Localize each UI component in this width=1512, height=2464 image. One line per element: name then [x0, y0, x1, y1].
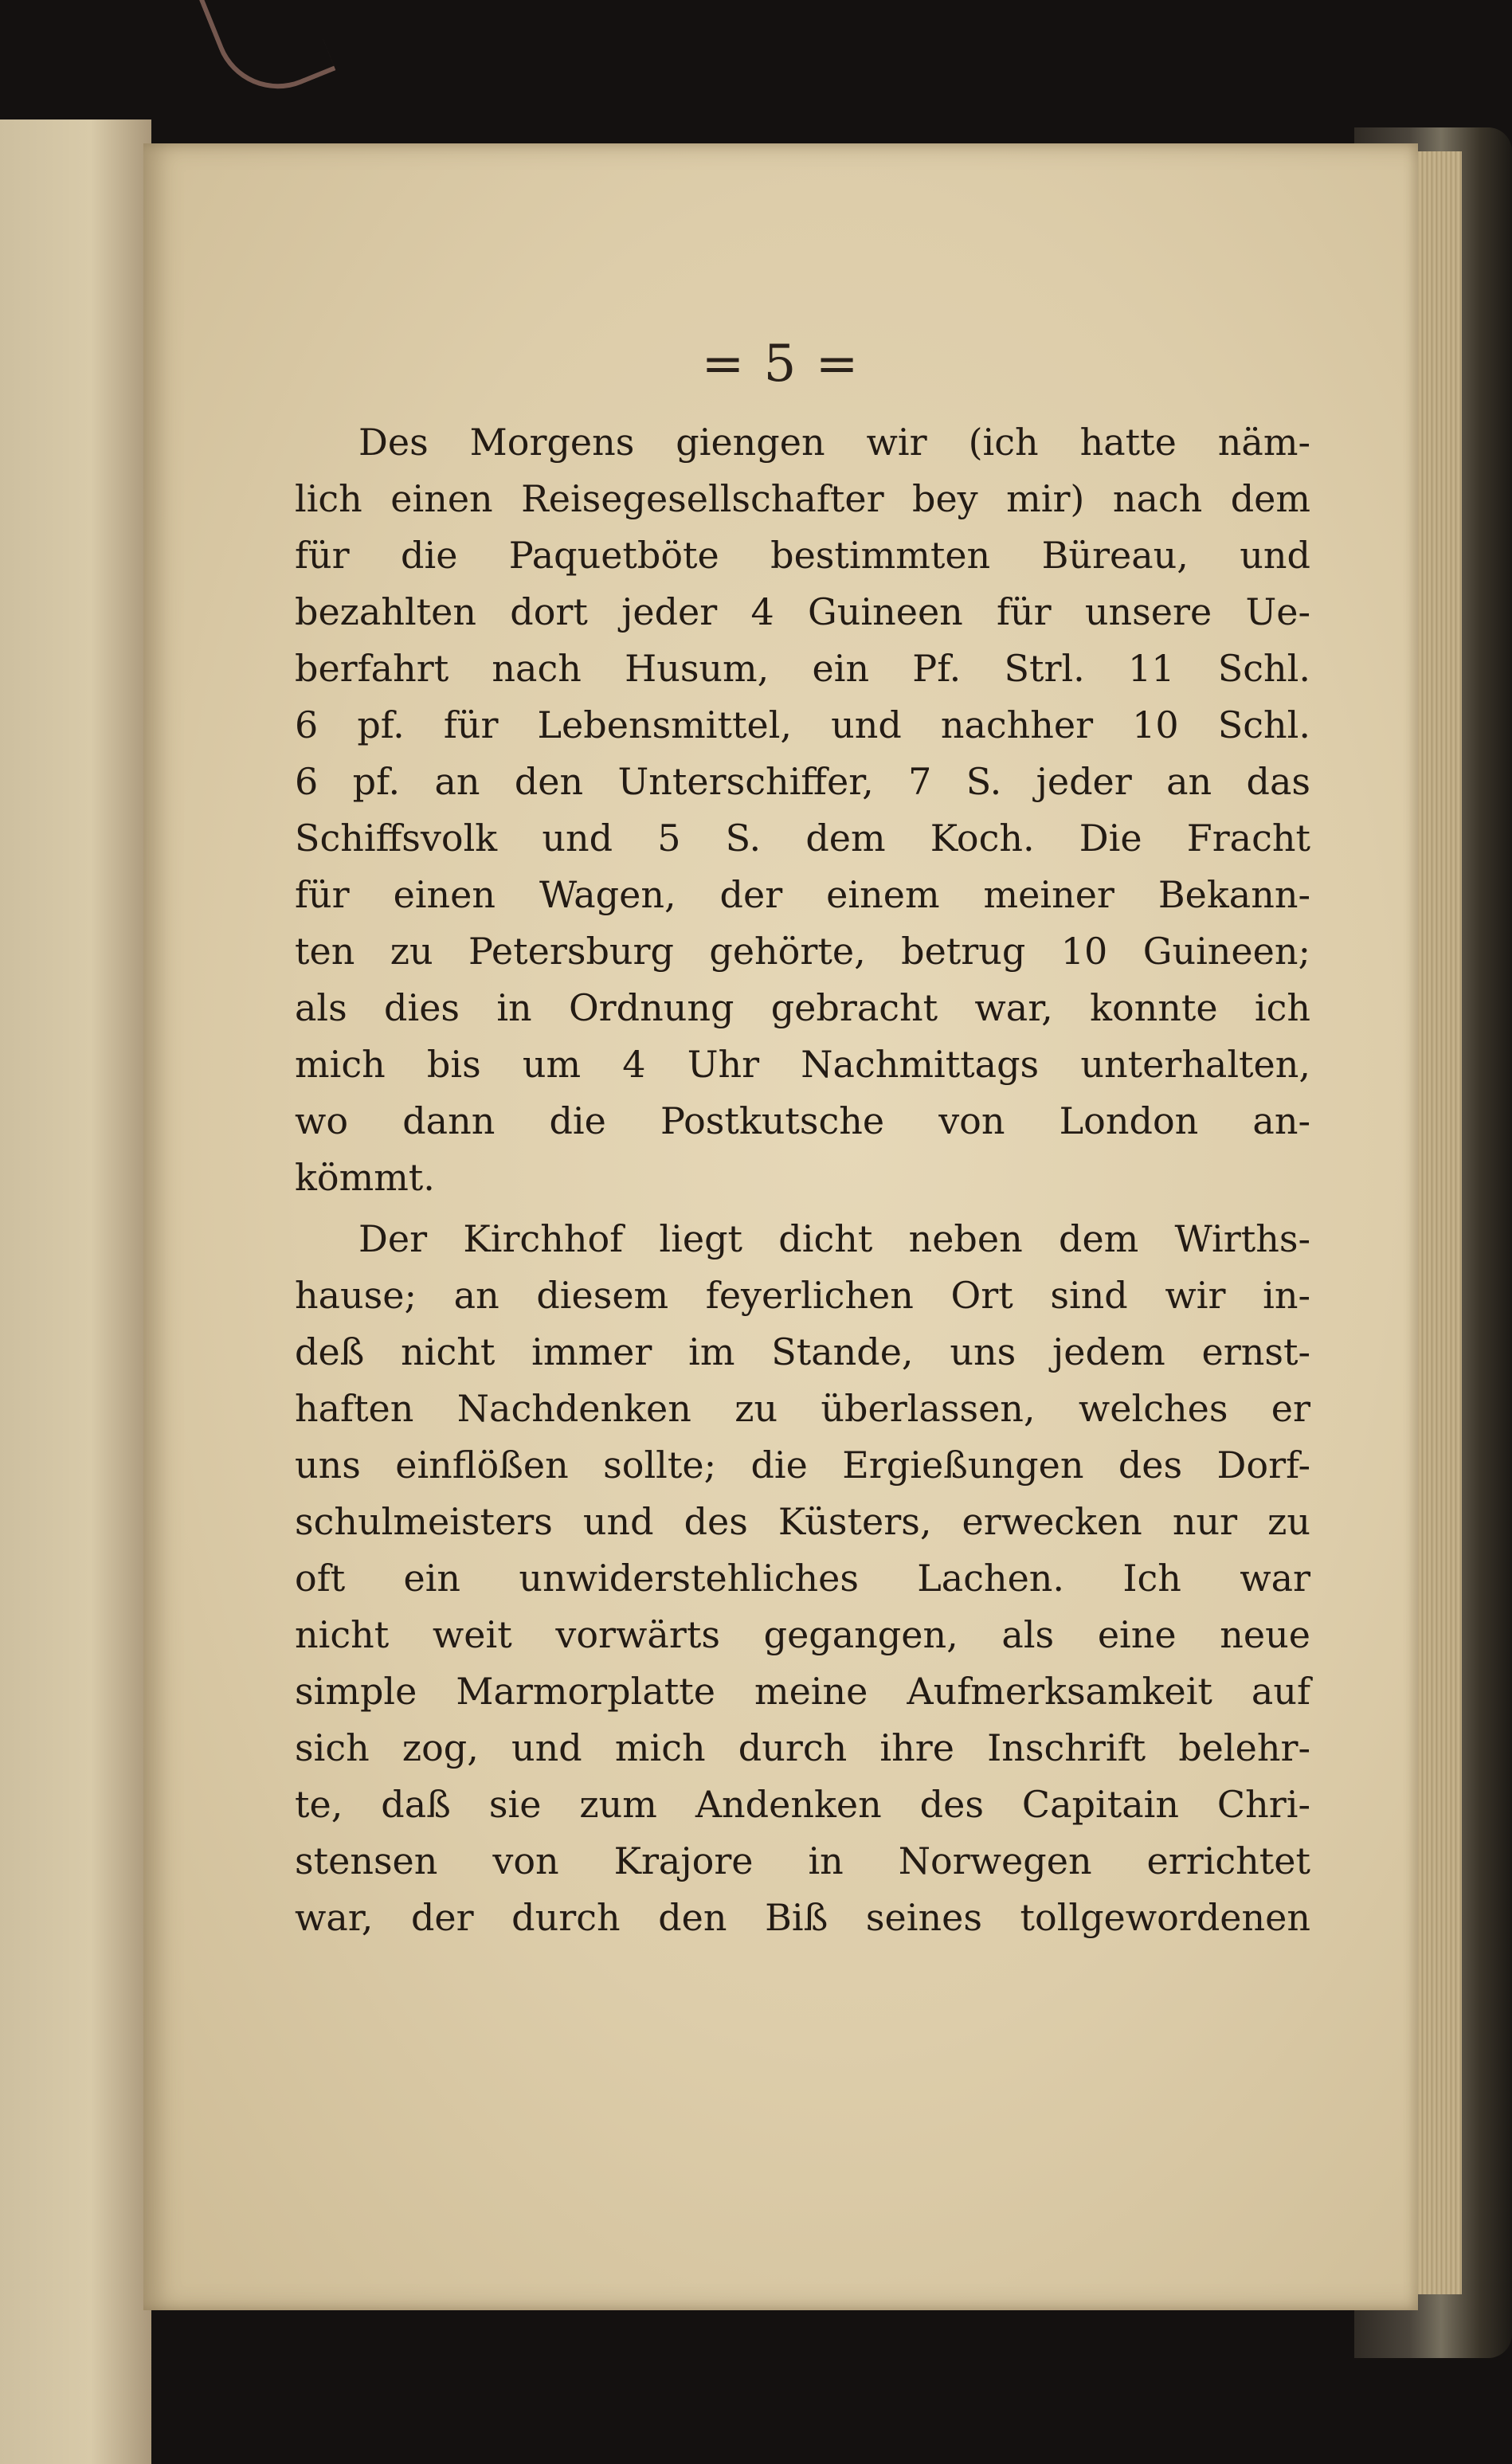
- text-line: deß nicht immer im Stande, uns jedem ernst-: [295, 1330, 1310, 1373]
- text-line: lich einen Reisegesellschafter bey mir) nach dem: [295, 477, 1310, 520]
- text-line: Der Kirchhof liegt dicht neben dem Wirths-: [358, 1217, 1310, 1260]
- text-line: Schiffsvolk und 5 S. dem Koch. Die Fracht: [295, 817, 1310, 860]
- text-line: sich zog, und mich durch ihre Inschrift belehr-: [295, 1726, 1310, 1769]
- text-line: nicht weit vorwärts gegangen, als eine neue: [295, 1613, 1310, 1656]
- bookmark-ribbon: [199, 0, 336, 108]
- page-text: [295, 414, 1310, 1946]
- text-line: 6 pf. an den Unterschiffer, 7 S. jeder an das: [295, 760, 1310, 803]
- text-line: ten zu Petersburg gehörte, betrug 10 Guineen;: [295, 930, 1310, 973]
- text-line: Des Morgens giengen wir (ich hatte näm-: [358, 421, 1310, 464]
- previous-page-edge: [0, 119, 151, 2464]
- text-line: war, der durch den Biß seines tollgewordenen: [295, 1896, 1310, 1939]
- page-number-header: = 5 =: [701, 335, 860, 394]
- text-line: simple Marmorplatte meine Aufmerksamkeit auf: [295, 1670, 1310, 1713]
- text-line: wo dann die Postkutsche von London an-: [295, 1099, 1310, 1142]
- text-line: schulmeisters und des Küsters, erwecken nur zu: [295, 1500, 1310, 1543]
- text-line: für die Paquetböte bestimmten Büreau, und: [295, 534, 1310, 577]
- text-line: haften Nachdenken zu überlassen, welches er: [295, 1387, 1310, 1430]
- text-line: für einen Wagen, der einem meiner Bekann-: [295, 873, 1310, 916]
- text-line: oft ein unwiderstehliches Lachen. Ich war: [295, 1557, 1310, 1600]
- text-line: 6 pf. für Lebensmittel, und nachher 10 Schl.: [295, 703, 1310, 746]
- paragraph-1: [295, 414, 1310, 1206]
- text-line: hause; an diesem feyerlichen Ort sind wir in-: [295, 1274, 1310, 1317]
- text-line: kömmt.: [295, 1156, 435, 1199]
- text-line: bezahlten dort jeder 4 Guineen für unsere Ue-: [295, 590, 1310, 633]
- text-line: te, daß sie zum Andenken des Capitain Chri-: [295, 1783, 1310, 1826]
- text-line: berfahrt nach Husum, ein Pf. Strl. 11 Schl.: [295, 647, 1310, 690]
- text-line: stensen von Krajore in Norwegen errichtet: [295, 1839, 1310, 1882]
- paragraph-2: [295, 1211, 1310, 1946]
- book-page: [143, 143, 1418, 2310]
- text-line: uns einflößen sollte; die Ergießungen des Dorf-: [295, 1444, 1310, 1487]
- text-line: mich bis um 4 Uhr Nachmittags unterhalten,: [295, 1043, 1310, 1086]
- text-line: als dies in Ordnung gebracht war, konnte ich: [295, 986, 1310, 1029]
